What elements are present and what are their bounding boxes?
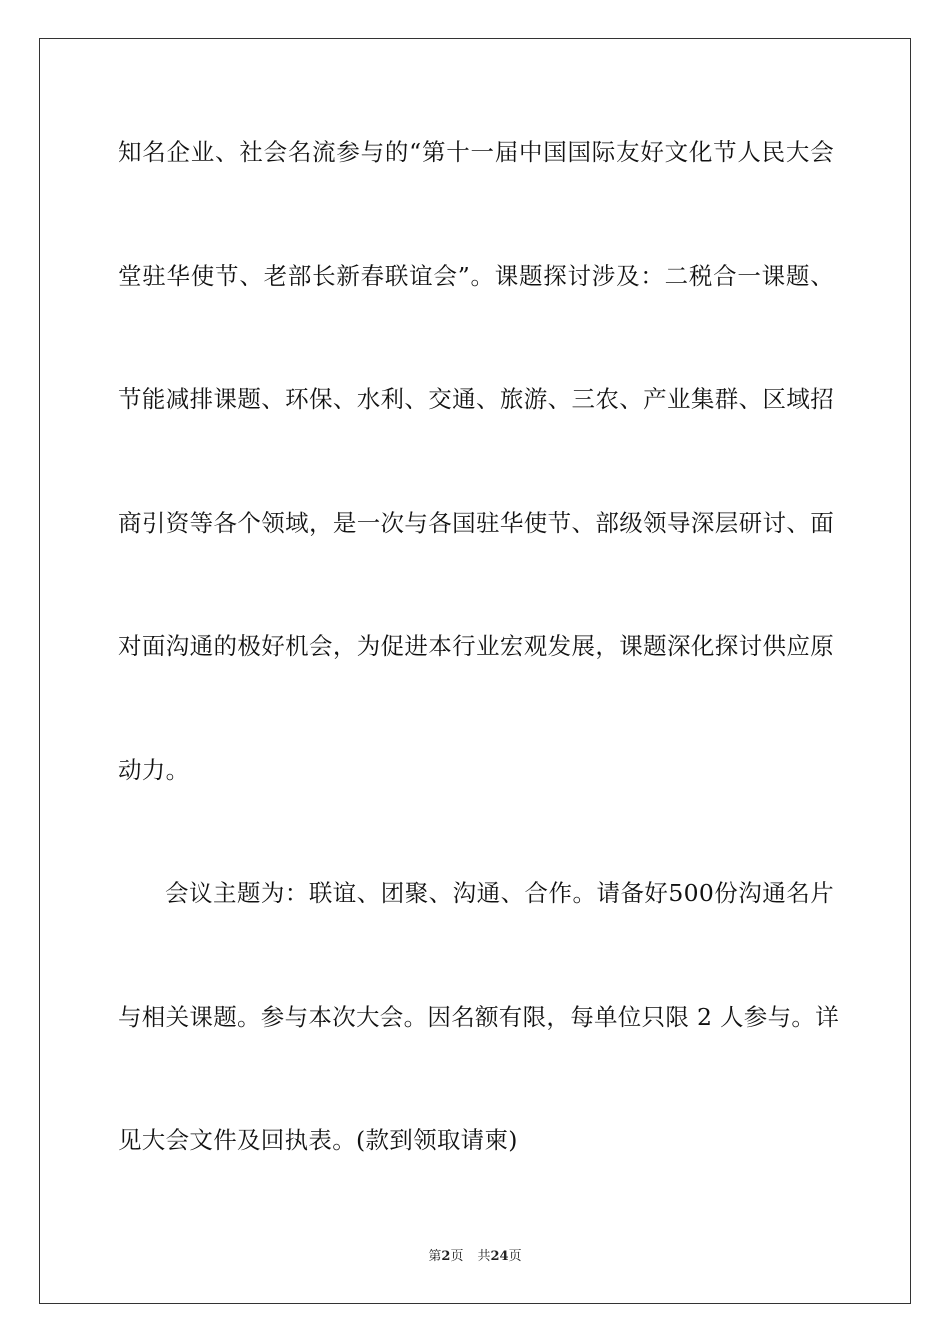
text-line-3: 节能减排课题、环保、水利、交通、旅游、三农、产业集群、区域招 [118, 385, 834, 413]
text-line-1: 知名企业、社会名流参与的“第十一届中国国际友好文化节人民大会 [118, 138, 834, 166]
document-body [118, 120, 839, 1232]
page-footer [0, 1247, 950, 1267]
text-line-7: 会议主题为：联谊、团聚、沟通、合作。请备好500份沟通名片 [165, 879, 834, 907]
footer-page-prefix: 第 [428, 1249, 442, 1264]
text-line-2: 堂驻华使节、老部长新春联谊会”。课题探讨涉及：二税合一课题、 [118, 261, 834, 290]
footer-total-prefix: 共 [477, 1249, 491, 1264]
footer-total-pages: 24 [490, 1249, 509, 1264]
footer-page-number: 2 [441, 1249, 451, 1264]
text-line-9: 见大会文件及回执表。(款到领取请柬) [118, 1126, 518, 1154]
footer-page-suffix: 页 [450, 1249, 464, 1264]
text-line-5: 对面沟通的极好机会，为促进本行业宏观发展，课题深化探讨供应原 [118, 632, 834, 660]
text-line-4: 商引资等各个领域，是一次与各国驻华使节、部级领导深层研讨、面 [118, 508, 834, 537]
text-line-8: 与相关课题。参与本次大会。因名额有限，每单位只限 2 人参与。详 [118, 1002, 839, 1031]
footer-total-suffix: 页 [508, 1249, 522, 1264]
text-line-6: 动力。 [118, 755, 190, 784]
